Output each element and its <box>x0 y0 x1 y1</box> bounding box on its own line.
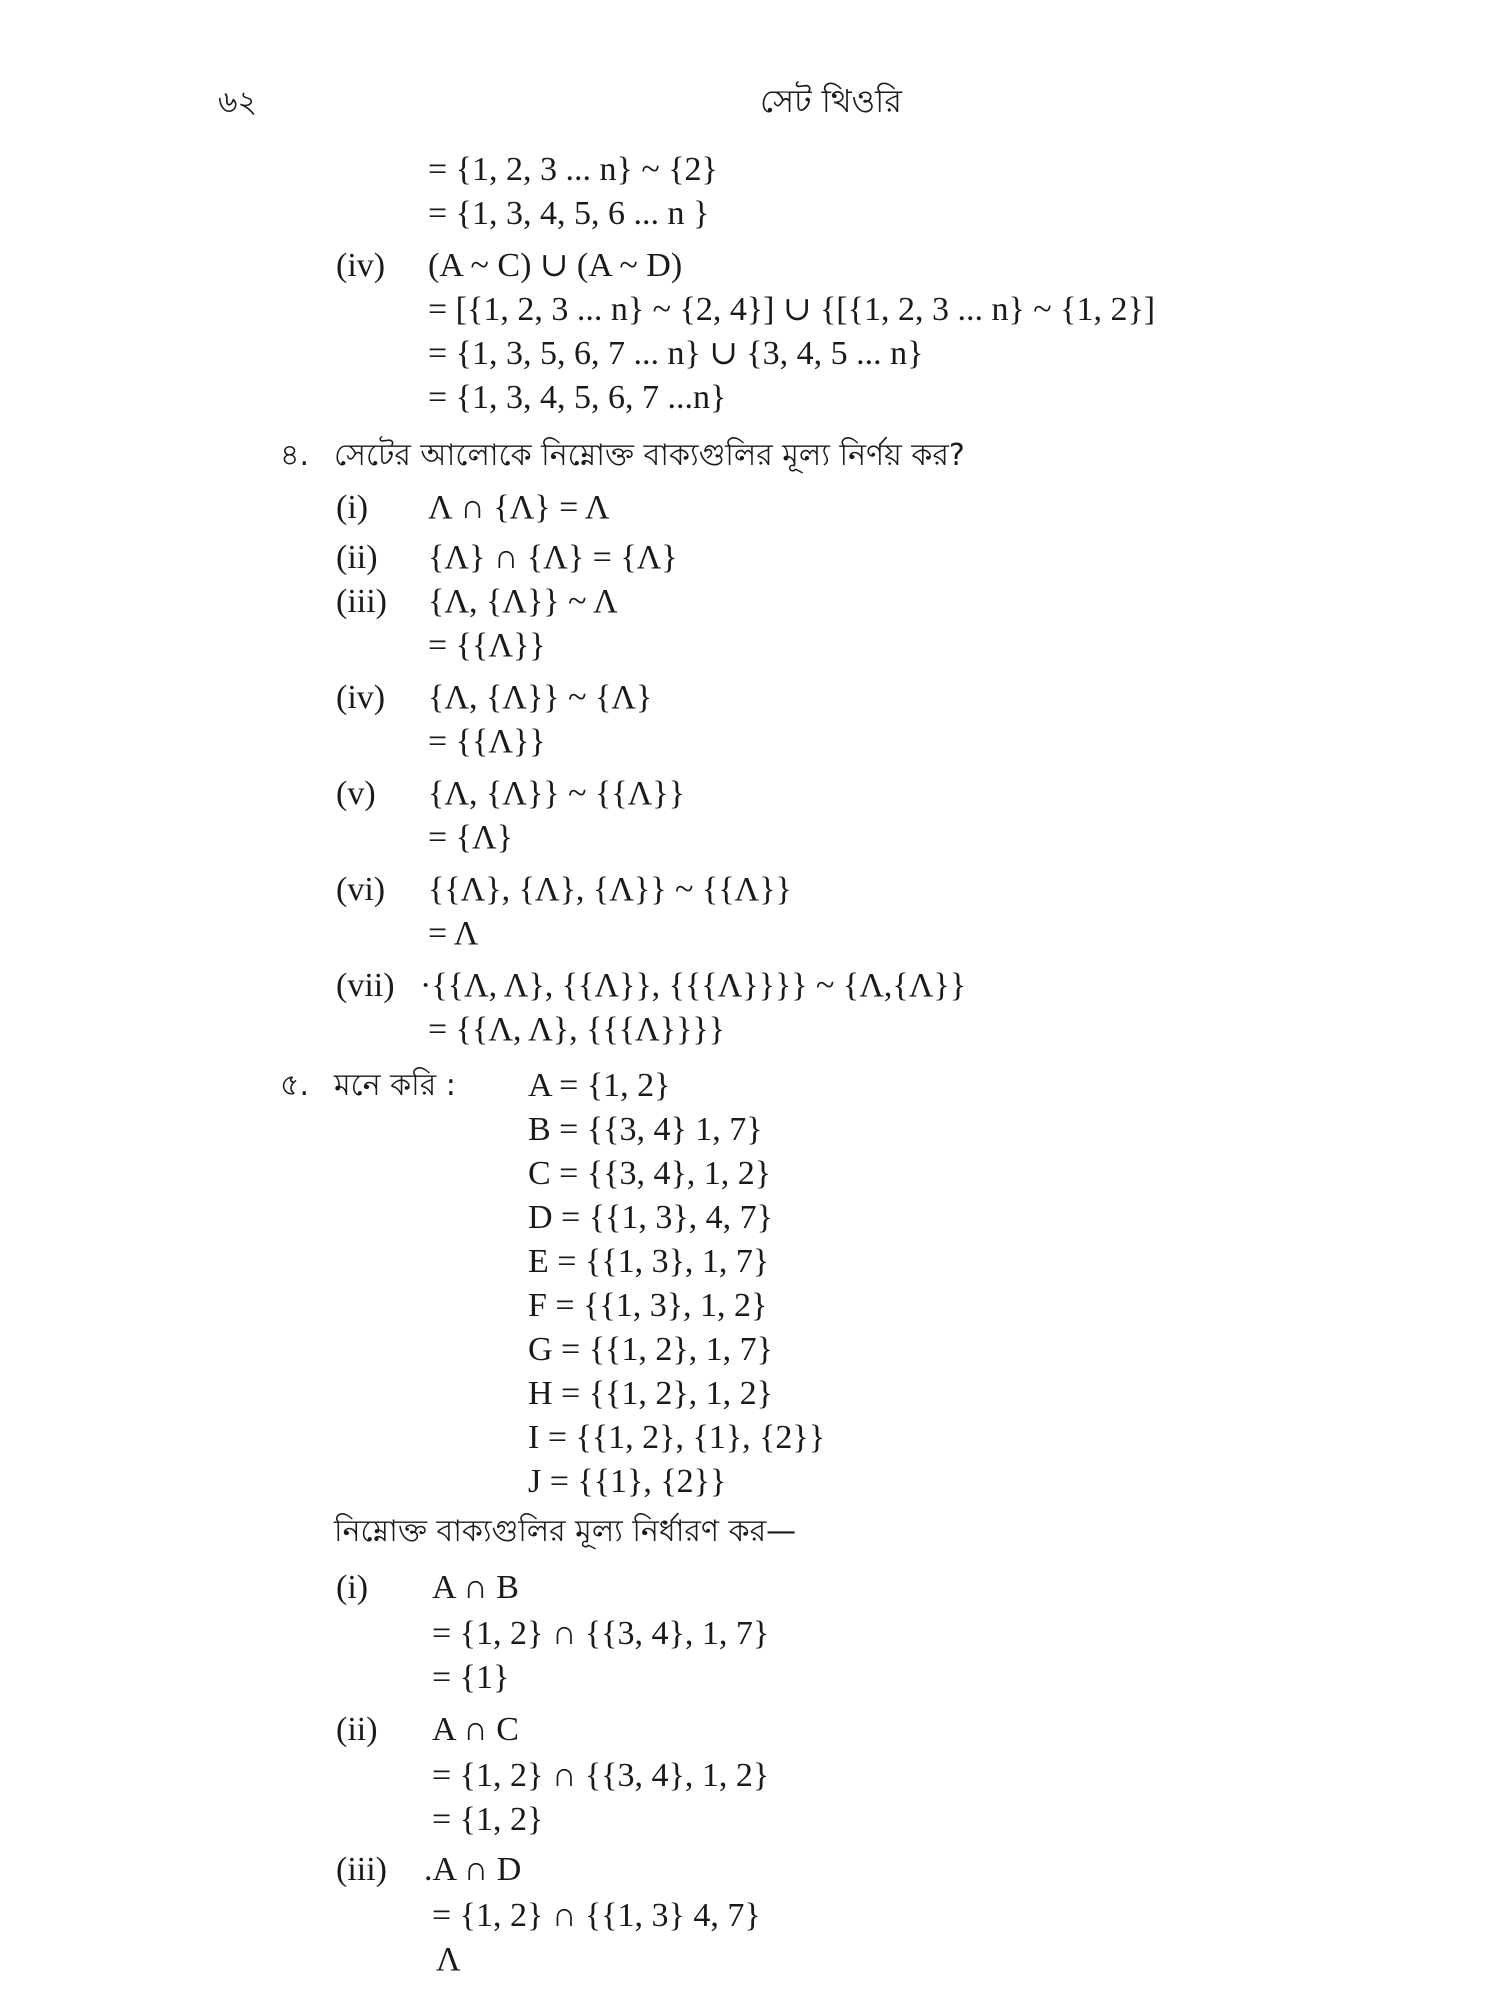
set-definition: J = {{1}, {2}} <box>528 1463 727 1500</box>
math-line: = {1, 2} <box>432 1801 544 1838</box>
set-definition: C = {{3, 4}, 1, 2} <box>528 1155 772 1192</box>
math-line: = {1, 3, 4, 5, 6 ... n } <box>428 195 710 232</box>
math-line: = {1, 2, 3 ... n} ~ {2} <box>428 151 718 188</box>
item-label: (iii) <box>336 1851 387 1888</box>
instruction-text: নিম্নোক্ত বাক্যগুলির মূল্য নির্ধারণ কর— <box>334 1514 797 1549</box>
set-definition: A = {1, 2} <box>528 1067 671 1104</box>
item-label: (vii) <box>336 967 395 1004</box>
math-line: A ∩ C <box>432 1711 519 1748</box>
page-number: ৬২ <box>218 85 258 120</box>
math-line: = {1, 2} ∩ {{3, 4}, 1, 2} <box>432 1757 770 1794</box>
math-line: = [{1, 2, 3 ... n} ~ {2, 4}] ∪ {[{1, 2, 3 ... n} ~ {1, 2}] <box>428 291 1156 328</box>
math-line: = {1, 2} ∩ {{3, 4}, 1, 7} <box>432 1615 770 1652</box>
math-line: {Λ, {Λ}} ~ {Λ} <box>428 679 653 716</box>
running-title: সেট থিওরি <box>760 82 902 120</box>
set-definition: E = {{1, 3}, 1, 7} <box>528 1243 770 1280</box>
math-line: = {1} <box>432 1659 510 1696</box>
item-label: (ii) <box>336 1711 378 1748</box>
math-line: {{Λ}, {Λ}, {Λ}} ~ {{Λ}} <box>428 871 792 908</box>
set-definition: G = {{1, 2}, 1, 7} <box>528 1331 774 1368</box>
math-line: = {1, 3, 5, 6, 7 ... n} ∪ {3, 4, 5 ... n} <box>428 335 924 372</box>
math-line: = Λ <box>428 915 479 952</box>
question-number: ৪. <box>280 438 310 473</box>
set-definition: B = {{3, 4} 1, 7} <box>528 1111 763 1148</box>
item-label: (vi) <box>336 871 386 908</box>
math-line: {Λ, {Λ}} ~ Λ <box>428 583 618 620</box>
item-label: (v) <box>336 775 376 812</box>
math-line: = {{Λ}} <box>428 627 546 664</box>
set-definition: H = {{1, 2}, 1, 2} <box>528 1375 774 1412</box>
math-line: (A ~ C) ∪ (A ~ D) <box>428 247 683 284</box>
item-label: (iv) <box>336 679 386 716</box>
math-line: = {{Λ, Λ}, {{{Λ}}}} <box>428 1011 725 1048</box>
math-line: Λ ∩ {Λ} = Λ <box>428 489 610 526</box>
set-definition: D = {{1, 3}, 4, 7} <box>528 1199 774 1236</box>
set-definition: F = {{1, 3}, 1, 2} <box>528 1287 768 1324</box>
math-line: = {1, 3, 4, 5, 6, 7 ...n} <box>428 379 727 416</box>
math-line: ·{{Λ, Λ}, {{Λ}}, {{{Λ}}}} ~ {Λ,{Λ}} <box>420 967 967 1004</box>
set-definition: I = {{1, 2}, {1}, {2}} <box>528 1419 826 1456</box>
math-line: = {Λ} <box>428 819 513 856</box>
item-label: (i) <box>336 1569 369 1606</box>
math-line: Λ <box>436 1941 461 1978</box>
question-intro: মনে করি : <box>334 1068 456 1103</box>
item-label: (ii) <box>336 539 378 576</box>
question-number: ৫. <box>280 1068 310 1103</box>
math-line: {Λ, {Λ}} ~ {{Λ}} <box>428 775 685 812</box>
math-line: = {{Λ}} <box>428 723 546 760</box>
math-line: A ∩ B <box>432 1569 519 1606</box>
question-text: সেটের আলোকে নিম্নোক্ত বাক্যগুলির মূল্য নির্ণয় কর? <box>334 438 965 473</box>
item-label: (iii) <box>336 583 387 620</box>
math-line: = {1, 2} ∩ {{1, 3} 4, 7} <box>432 1897 761 1934</box>
item-label: (iv) <box>336 247 386 284</box>
math-line: .A ∩ D <box>424 1851 522 1888</box>
math-line: {Λ} ∩ {Λ} = {Λ} <box>428 539 678 576</box>
item-label: (i) <box>336 489 369 526</box>
